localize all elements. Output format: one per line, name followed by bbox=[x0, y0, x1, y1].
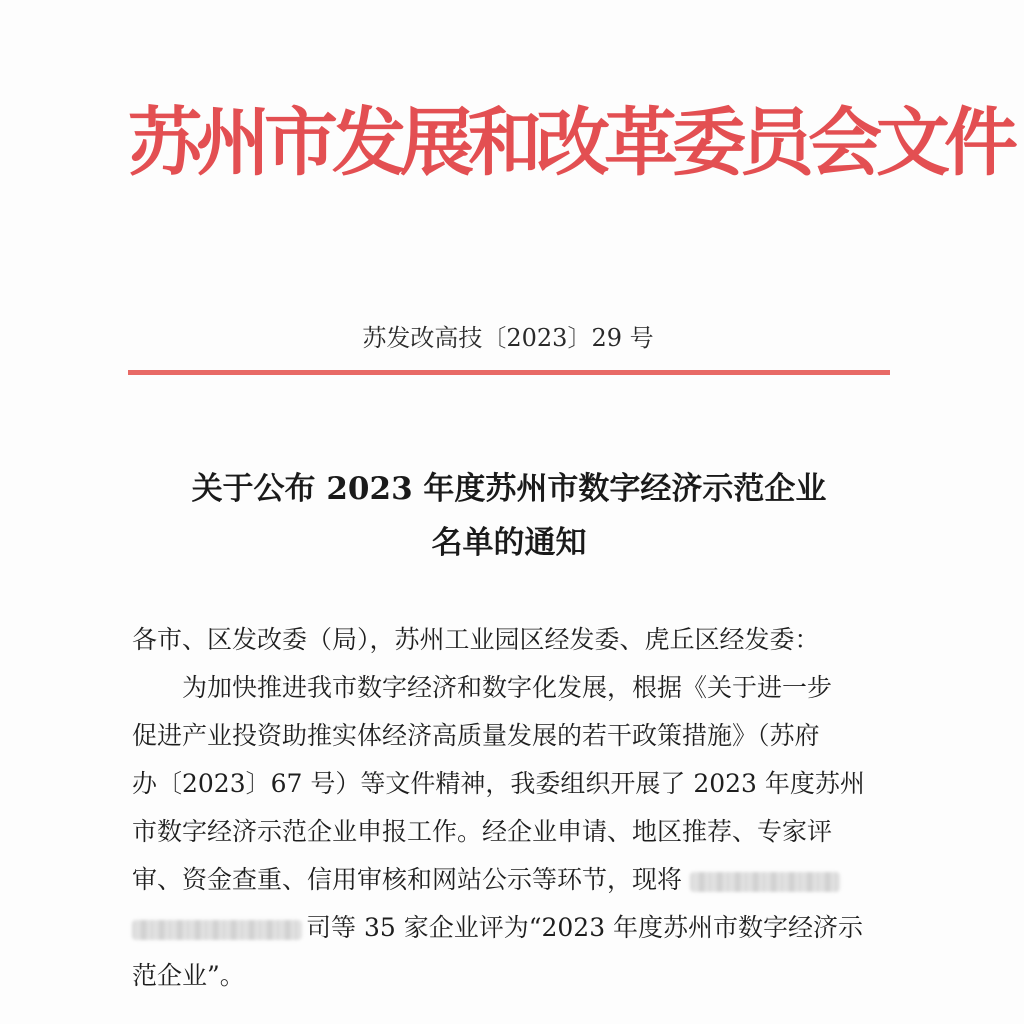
notice-title bbox=[128, 462, 890, 570]
body-line-2: 促进产业投资助推实体经济高质量发展的若干政策措施》（苏府 bbox=[132, 721, 820, 750]
document-number: 苏发改高技〔2023〕29 号 bbox=[362, 324, 654, 352]
body-line-6 bbox=[132, 904, 892, 952]
red-divider-line bbox=[128, 370, 890, 375]
addressee-line: 各市、区发改委（局），苏州工业园区经发委、虎丘区经发委： bbox=[132, 625, 820, 654]
redacted-company-name-part-1 bbox=[690, 872, 840, 892]
notice-title-line-1: 关于公布 2023 年度苏州市数字经济示范企业 bbox=[191, 471, 827, 507]
body-line-1: 为加快推进我市数字经济和数字化发展，根据《关于进一步 bbox=[182, 673, 833, 702]
body-line-5 bbox=[132, 856, 892, 904]
body-line-7: 范企业”。 bbox=[132, 961, 245, 990]
body-line-6-text: 司等 35 家企业评为“2023 年度苏州市数字经济示 bbox=[306, 913, 864, 942]
body-line-4: 市数字经济示范企业申报工作。经企业申请、地区推荐、专家评 bbox=[132, 817, 833, 846]
letterhead-title: 苏州市发展和改革委员会文件 bbox=[128, 100, 1012, 186]
body-line-5-text: 审、资金查重、信用审核和网站公示等环节，现将 bbox=[132, 865, 683, 894]
body-line-3: 办〔2023〕67 号）等文件精神，我委组织开展了 2023 年度苏州 bbox=[132, 769, 865, 798]
redacted-company-name-part-2 bbox=[132, 920, 302, 940]
notice-title-line-2: 名单的通知 bbox=[431, 525, 587, 561]
document-body bbox=[132, 616, 892, 1000]
